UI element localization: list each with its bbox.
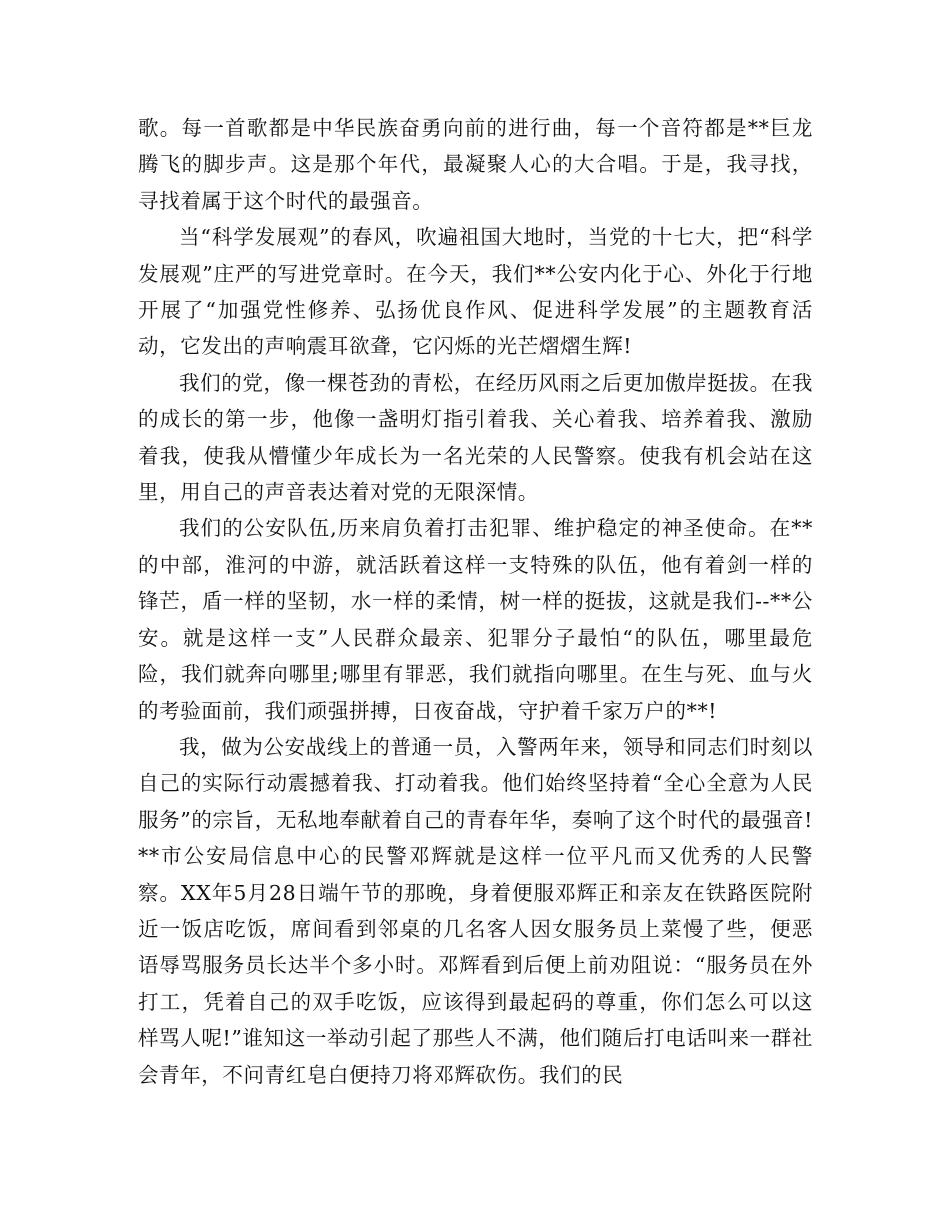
paragraph-1: 歌。每一首歌都是中华民族奋勇向前的进行曲，每一个音符都是**巨龙腾飞的脚步声。这是那个年代，最凝聚人心的大合唱。于是，我寻找，寻找着属于这个时代的最强音。	[138, 116, 813, 213]
paragraph-2: 当“科学发展观”的春风，吹遍祖国大地时，当党的十七大，把“科学发展观”庄严的写进党章时。在今天，我们**公安内化于心、外化于行地开展了“加强党性修养、弘扬优良作风、促进科学发展”的主题教育活动，它发出的声响震耳欲聋，它闪烁的光芒熠熠生辉!	[138, 225, 813, 359]
paragraph-5: 我，做为公安战线上的普通一员，入警两年来，领导和同志们时刻以自己的实际行动震撼着我、打动着我。他们始终坚持着“全心全意为人民服务”的宗旨，无私地奉献着自己的青春年华，奏响了这个时代的最强音!**市公安局信息中心的民警邓辉就是这样一位平凡而又优秀的人民警察。XX年5月28日端午节的那晚，身着便服邓辉正和亲友在铁路医院附近一饭店吃饭，席间看到邻桌的几名客人因女服务员上菜慢了些，便恶语辱骂服务员长达半个多小时。邓辉看到后便上前劝阻说：“服务员在外打工，凭着自己的双手吃饭，应该得到最起码的尊重，你们怎么可以这样骂人呢!”谁知这一举动引起了那些人不满，他们随后打电话叫来一群社会青年，不问青红皂白便持刀将邓辉砍伤。我们的民	[138, 734, 813, 1087]
document-body	[138, 110, 813, 1093]
paragraph-4: 我们的公安队伍,历来肩负着打击犯罪、维护稳定的神圣使命。在**的中部，淮河的中游，就活跃着这样一支特殊的队伍，他有着剑一样的锋芒，盾一样的坚韧，水一样的柔情，树一样的挺拔，这就是我们--**公安。就是这样一支”人民群众最亲、犯罪分子最怕“的队伍，哪里最危险，我们就奔向哪里;哪里有罪恶，我们就指向哪里。在生与死、血与火的考验面前，我们顽强拼搏，日夜奋战，守护着千家万户的**!	[138, 516, 813, 723]
paragraph-3: 我们的党，像一棵苍劲的青松，在经历风雨之后更加傲岸挺拔。在我的成长的第一步，他像一盏明灯指引着我、关心着我、培养着我、激励着我，使我从懵懂少年成长为一名光荣的人民警察。使我有机会站在这里，用自己的声音表达着对党的无限深情。	[138, 370, 813, 505]
